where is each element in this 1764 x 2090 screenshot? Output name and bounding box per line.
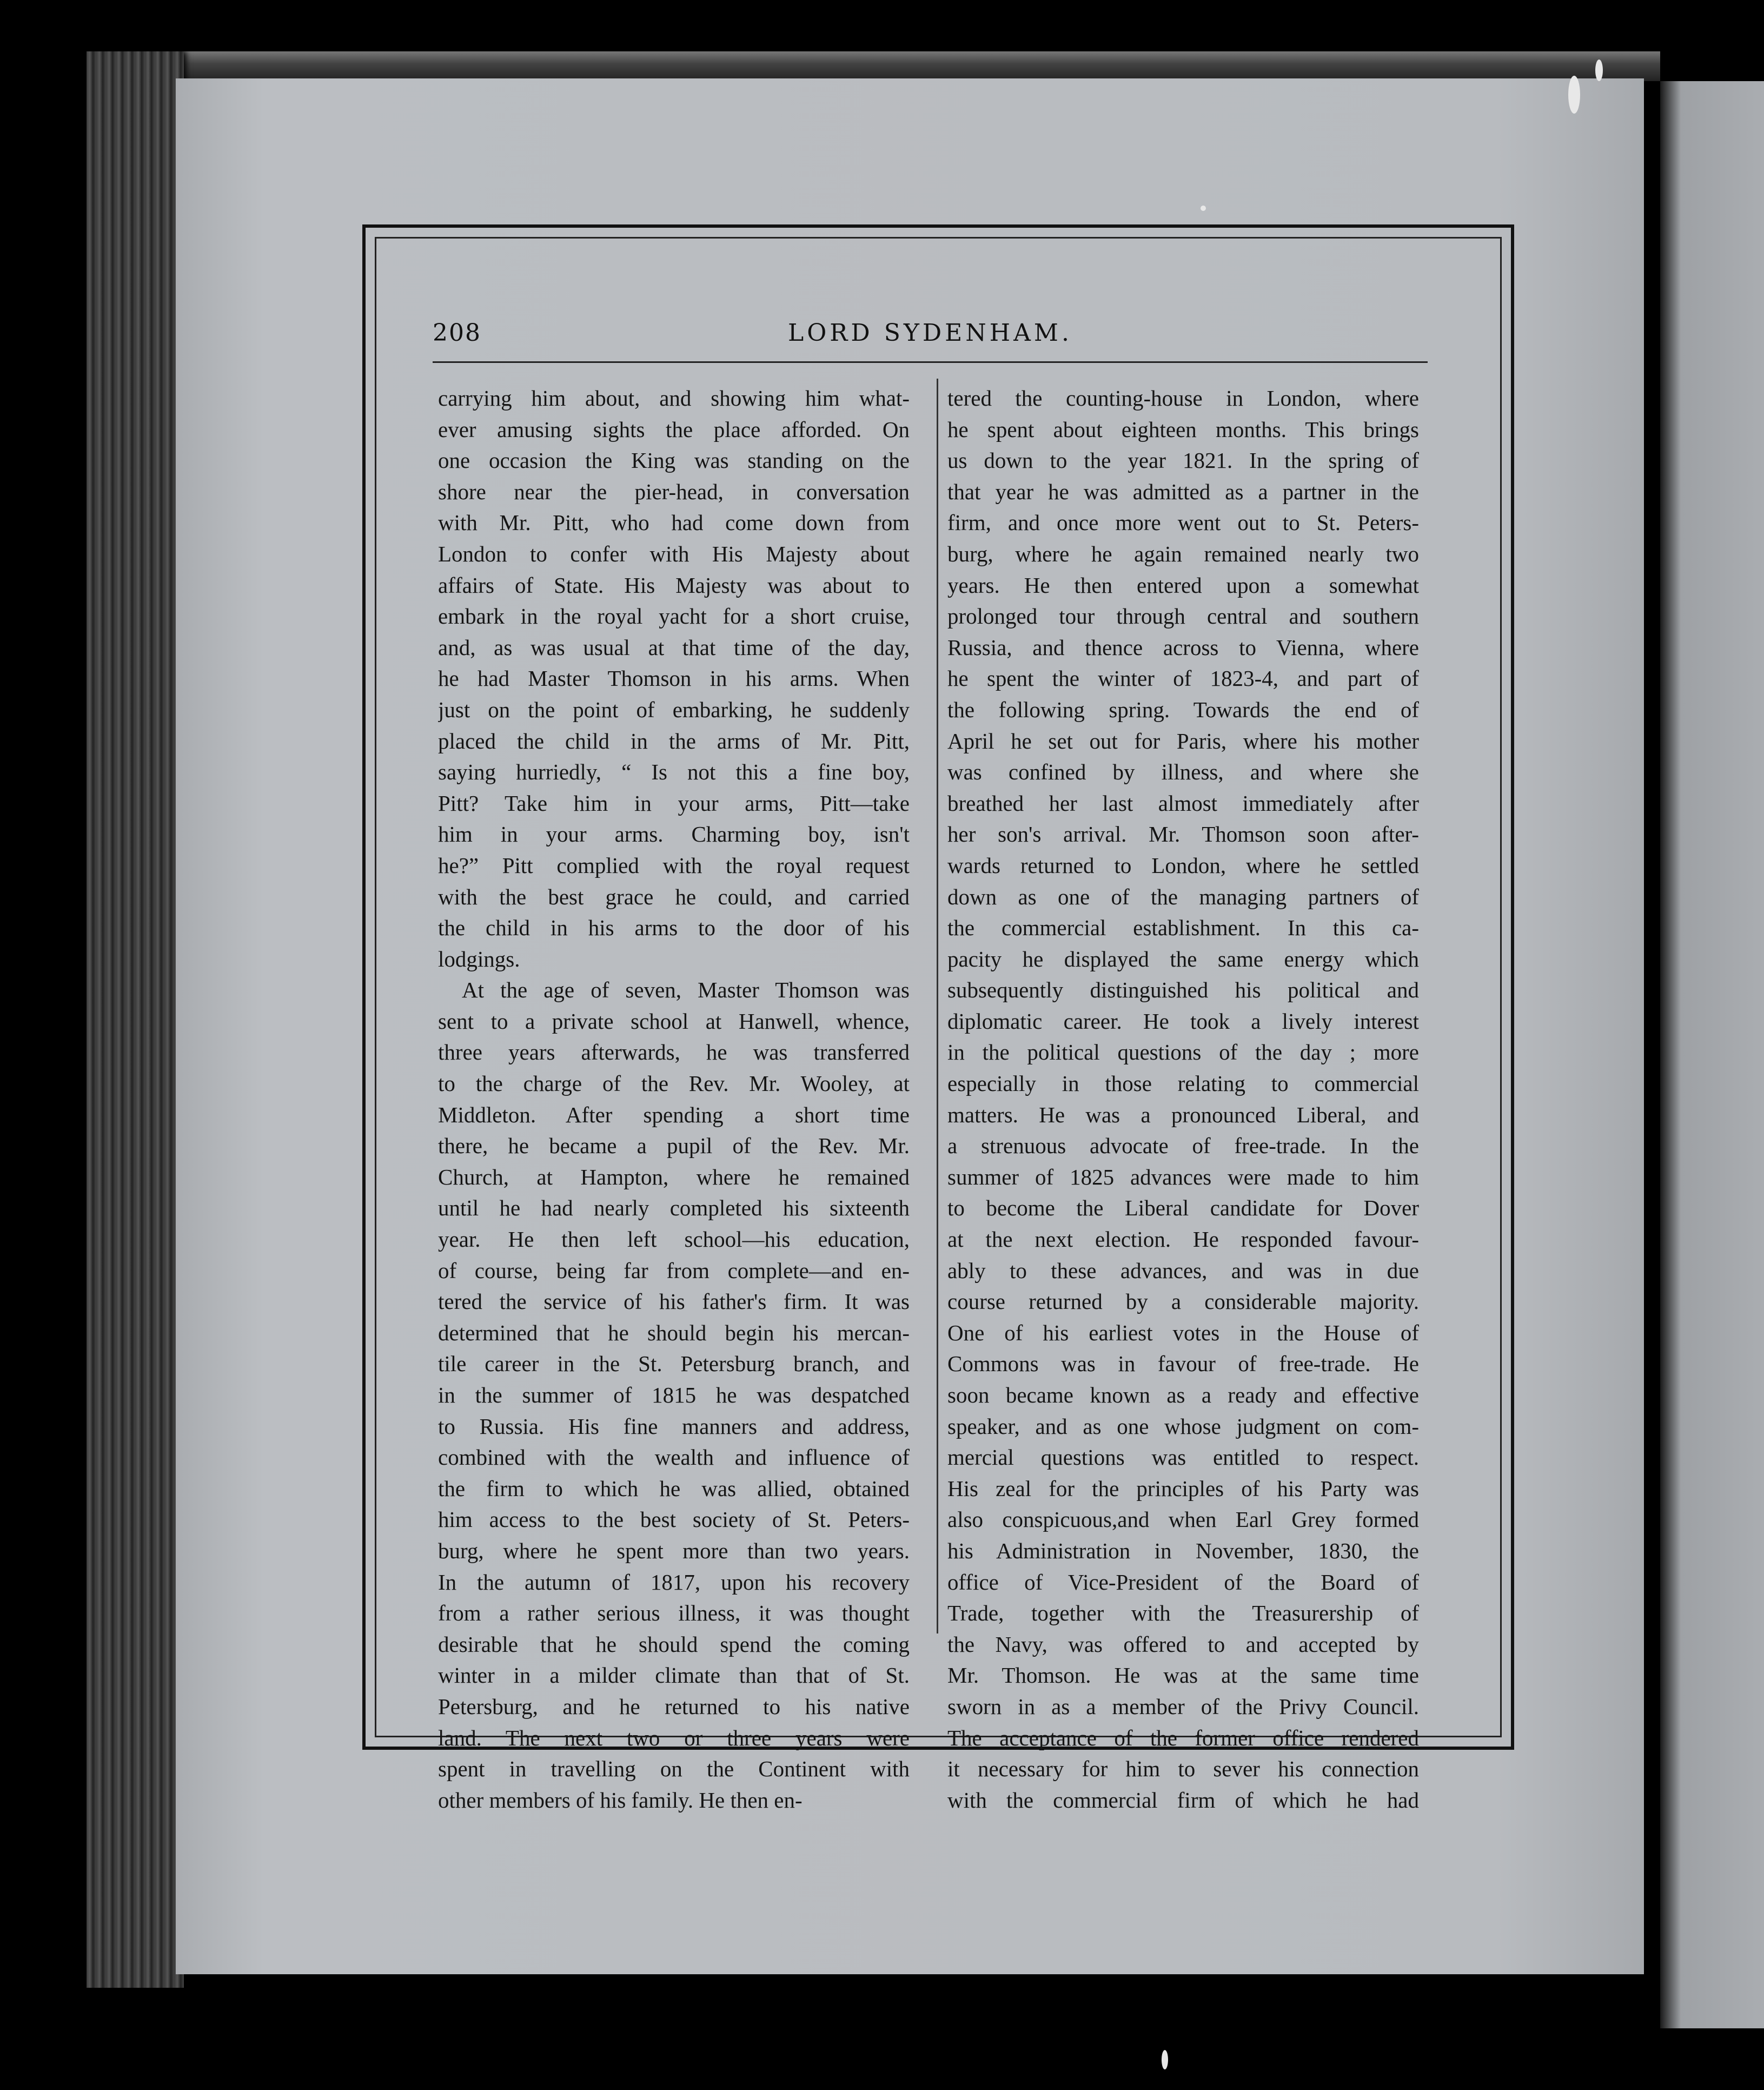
- text-line: there, he became a pupil of the Rev. Mr.: [438, 1133, 910, 1159]
- text-line: he had Master Thomson in his arms. When: [438, 666, 910, 691]
- text-line: tered the counting-house in London, where: [947, 386, 1419, 411]
- text-line: sent to a private school at Hanwell, whence,: [438, 1008, 910, 1034]
- text-line: desirable that he should spend the coming: [438, 1631, 910, 1657]
- text-line: subsequently distinguished his political and: [947, 977, 1419, 1003]
- text-line: spent in travelling on the Continent with: [438, 1756, 910, 1782]
- text-line: office of Vice-President of the Board of: [947, 1569, 1419, 1595]
- text-line: His zeal for the principles of his Party was: [947, 1476, 1419, 1501]
- text-line: winter in a milder climate than that of St.: [438, 1663, 910, 1688]
- text-line: Mr. Thomson. He was at the same time: [947, 1663, 1419, 1688]
- text-line: pacity he displayed the same energy which: [947, 946, 1419, 971]
- header-rule: [433, 361, 1428, 363]
- text-line: with Mr. Pitt, who had come down from: [438, 510, 910, 535]
- text-line: carrying him about, and showing him what-: [438, 386, 910, 411]
- text-line: shore near the pier-head, in conversation: [438, 479, 910, 504]
- text-line: breathed her last almost immediately after: [947, 790, 1419, 816]
- text-line: affairs of State. His Majesty was about to: [438, 572, 910, 598]
- text-line: course returned by a considerable majority.: [947, 1289, 1419, 1314]
- text-line: embark in the royal yacht for a short cruise,: [438, 604, 910, 629]
- running-head: LORD SYDENHAM.: [788, 319, 1072, 347]
- text-line: with the best grace he could, and carried: [438, 884, 910, 909]
- text-line: in the political questions of the day ; more: [947, 1040, 1419, 1065]
- text-line: Petersburg, and he returned to his native: [438, 1694, 910, 1719]
- text-line: At the age of seven, Master Thomson was: [462, 977, 910, 1003]
- text-line: summer of 1825 advances were made to him: [947, 1164, 1419, 1189]
- facing-page-edge: [1660, 81, 1764, 2028]
- text-line: ably to these advances, and was in due: [947, 1258, 1419, 1283]
- text-line: was confined by illness, and where she: [947, 759, 1419, 785]
- text-line: combined with the wealth and influence of: [438, 1445, 910, 1470]
- text-line: him access to the best society of St. Peters-: [438, 1507, 910, 1532]
- text-line: one occasion the King was standing on the: [438, 448, 910, 473]
- dust-speck: [1162, 2050, 1168, 2069]
- text-line: London to confer with His Majesty about: [438, 541, 910, 566]
- text-line: matters. He was a pronounced Liberal, and: [947, 1102, 1419, 1127]
- text-line: that year he was admitted as a partner in the: [947, 479, 1419, 504]
- dust-speck: [1568, 76, 1580, 114]
- text-line: from a rather serious illness, it was thought: [438, 1600, 910, 1626]
- text-line: us down to the year 1821. In the spring of: [947, 448, 1419, 473]
- text-line: Middleton. After spending a short time: [438, 1102, 910, 1127]
- page-number: 208: [433, 319, 481, 347]
- text-line: until he had nearly completed his sixteenth: [438, 1195, 910, 1221]
- text-line: saying hurriedly, “ Is not this a fine boy,: [438, 759, 910, 785]
- text-line: determined that he should begin his mercan-: [438, 1320, 910, 1345]
- text-line: the following spring. Towards the end of: [947, 697, 1419, 722]
- dust-speck: [1595, 59, 1603, 81]
- text-line: the child in his arms to the door of his: [438, 915, 910, 941]
- text-line: he spent the winter of 1823-4, and part of: [947, 666, 1419, 691]
- text-line: he?” Pitt complied with the royal request: [438, 852, 910, 878]
- text-line: he spent about eighteen months. This brings: [947, 416, 1419, 442]
- text-line: Russia, and thence across to Vienna, where: [947, 634, 1419, 660]
- column-divider: [937, 379, 938, 1633]
- text-line: placed the child in the arms of Mr. Pitt,: [438, 728, 910, 753]
- text-line: year. He then left school—his education,: [438, 1227, 910, 1252]
- text-line: in the summer of 1815 he was despatched: [438, 1383, 910, 1407]
- text-line: it necessary for him to sever his connection: [947, 1756, 1419, 1782]
- text-line: Trade, together with the Treasurership of: [947, 1600, 1419, 1626]
- dust-speck: [1201, 206, 1206, 211]
- text-line: him in your arms. Charming boy, isn't: [438, 822, 910, 847]
- text-line: In the autumn of 1817, upon his recovery: [438, 1569, 910, 1595]
- text-line: tered the service of his father's firm. It was: [438, 1289, 910, 1314]
- text-line: April he set out for Paris, where his mother: [947, 728, 1419, 753]
- text-line: mercial questions was entitled to respect.: [947, 1445, 1419, 1470]
- text-line: soon became known as a ready and effective: [947, 1383, 1419, 1407]
- text-line: and, as was usual at that time of the day,: [438, 634, 910, 660]
- text-line: sworn in as a member of the Privy Council.: [947, 1694, 1419, 1719]
- text-line: burg, where he again remained nearly two: [947, 541, 1419, 566]
- text-line: lodgings.: [438, 946, 520, 971]
- text-line: of course, being far from complete—and en-: [438, 1258, 910, 1283]
- right-column: [947, 383, 1419, 1816]
- book-page-edges: [87, 51, 184, 1988]
- left-column: [438, 383, 910, 1816]
- text-line: firm, and once more went out to St. Peters-: [947, 510, 1419, 535]
- text-line: ever amusing sights the place afforded. On: [438, 416, 910, 442]
- text-line: to become the Liberal candidate for Dover: [947, 1195, 1419, 1221]
- text-line: speaker, and as one whose judgment on com-: [947, 1413, 1419, 1439]
- text-line: a strenuous advocate of free-trade. In the: [947, 1133, 1419, 1159]
- text-line: especially in those relating to commercial: [947, 1071, 1419, 1096]
- text-line: his Administration in November, 1830, the: [947, 1538, 1419, 1563]
- text-line: the Navy, was offered to and accepted by: [947, 1631, 1419, 1657]
- text-line: Pitt? Take him in your arms, Pitt—take: [438, 790, 910, 816]
- text-line: land. The next two or three years were: [438, 1725, 910, 1750]
- text-line: the firm to which he was allied, obtained: [438, 1476, 910, 1501]
- page-header: [433, 319, 1428, 357]
- text-line: burg, where he spent more than two years.: [438, 1538, 910, 1563]
- text-line: with the commercial firm of which he had: [947, 1787, 1419, 1813]
- text-line: also conspicuous,and when Earl Grey formed: [947, 1507, 1419, 1532]
- text-line: at the next election. He responded favour-: [947, 1227, 1419, 1252]
- text-line: diplomatic career. He took a lively interest: [947, 1008, 1419, 1034]
- text-line: One of his earliest votes in the House of: [947, 1320, 1419, 1345]
- text-line: prolonged tour through central and southern: [947, 604, 1419, 629]
- book-top-edge: [103, 51, 1660, 81]
- text-line: other members of his family. He then en-: [438, 1787, 803, 1813]
- text-line: just on the point of embarking, he suddenly: [438, 697, 910, 722]
- text-line: Church, at Hampton, where he remained: [438, 1164, 910, 1189]
- text-line: tile career in the St. Petersburg branch, and: [438, 1351, 910, 1377]
- text-line: her son's arrival. Mr. Thomson soon after-: [947, 822, 1419, 847]
- text-line: The acceptance of the former office rendered: [947, 1725, 1419, 1750]
- text-line: the commercial establishment. In this ca-: [947, 915, 1419, 941]
- text-line: to the charge of the Rev. Mr. Wooley, at: [438, 1071, 910, 1096]
- text-line: down as one of the managing partners of: [947, 884, 1419, 909]
- text-line: Commons was in favour of free-trade. He: [947, 1351, 1419, 1377]
- text-line: to Russia. His fine manners and address,: [438, 1413, 910, 1439]
- text-line: three years afterwards, he was transferred: [438, 1040, 910, 1065]
- text-line: wards returned to London, where he settled: [947, 852, 1419, 878]
- text-line: years. He then entered upon a somewhat: [947, 572, 1419, 598]
